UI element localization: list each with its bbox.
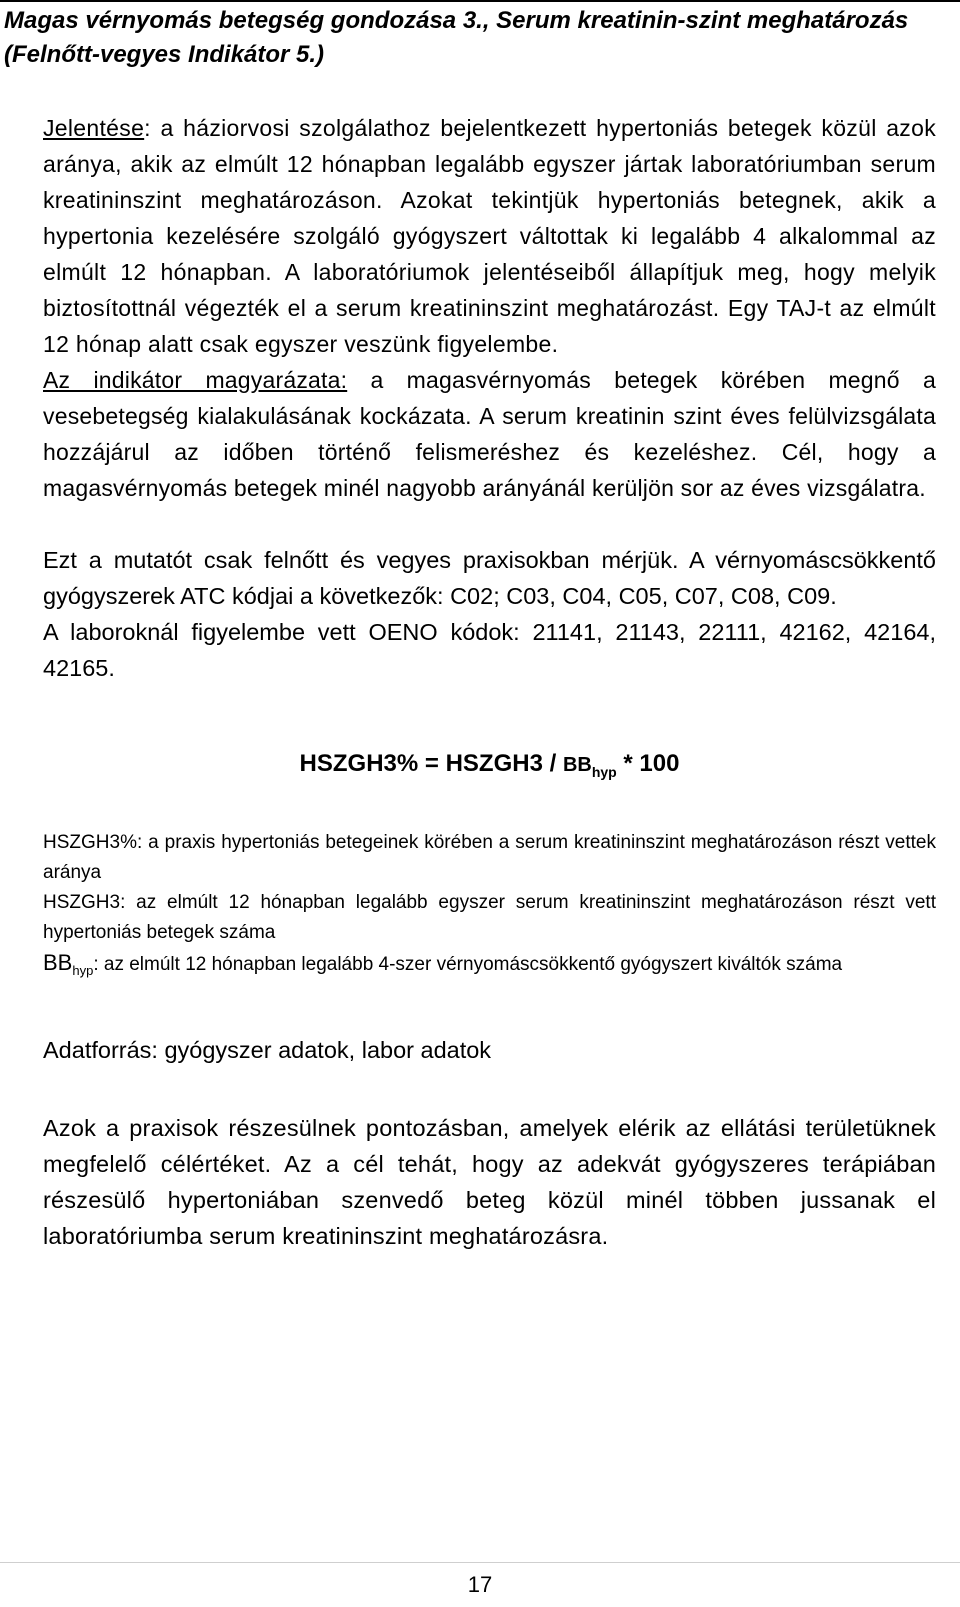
section-title: Magas vérnyomás betegség gondozása 3., Serum kreatinin-szint meghatározás (Felnőtt-vegyes Indikátor 5.)	[4, 7, 909, 68]
spacer	[43, 506, 936, 542]
explanation-text: a magasvérnyomás betegek körében megnő a vesebetegség kialakulásának kockázata. A serum kreatinin szint éves felülvizsgálata hozzájárul az időben történő felismeréshez és kezeléshez. Cél, hogy a magasvérnyomás betegek minél nagyobb arányánál kerüljön sor az éves vizsgálatra.	[43, 367, 937, 501]
meaning-label: Jelentése	[43, 115, 145, 141]
meaning-text: : a háziorvosi szolgálathoz bejelentkezett hypertoniás betegek közül azok aránya, akik az elmúlt 12 hónapban legalább egyszer jártak laboratóriumban serum kreatininszint meghatározáson. Azokat tekintjük hypertoniás betegnek, akik a hypertonia kezelésére szolgáló gyógyszert váltottak ki legalább 4 alkalommal az elmúlt 12 hónapban. A laboratóriumok jelentéseiből állapítjuk meg, hogy melyik biztosítottnál végezték el a serum kreatininszint meghatározást. Egy TAJ-t az elmúlt 12 hónap alatt csak egyszer veszünk figyelembe.	[43, 115, 936, 357]
definition-bb: BB	[43, 949, 73, 975]
scope-paragraph: Ezt a mutatót csak felnőtt és vegyes praxisokban mérjük. A vérnyomáscsökkentő gyógyszerek ATC kódjai a következők: C02; C03, C04, C05, C07, C08, C09.	[43, 547, 936, 609]
definition-hszgh3: HSZGH3: az elmúlt 12 hónapban legalább egyszer serum kreatininszint meghatározáson részt vett hypertoniás betegek száma	[43, 891, 936, 943]
formula-bb: BB	[562, 754, 592, 776]
definition-hszgh3-percent: HSZGH3%: a praxis hypertoniás betegeinek körében a serum kreatininszint meghatározáson részt vettek aránya	[43, 831, 936, 883]
formula-right: * 100	[616, 750, 680, 777]
definition-bb-sub: hyp	[72, 962, 94, 978]
data-source: Adatforrás: gyógyszer adatok, labor adatok	[43, 1036, 492, 1063]
document-body	[43, 110, 936, 1254]
footer-rule	[0, 1562, 960, 1563]
oeno-paragraph: A laboroknál figyelembe vett OENO kódok: 21141, 21143, 22111, 42162, 42164, 42165.	[43, 619, 936, 681]
explanation-label: Az indikátor magyarázata:	[43, 367, 348, 393]
page-number: 17	[467, 1572, 493, 1597]
explanation-paragraph	[43, 362, 936, 506]
definition-bb-text: : az elmúlt 12 hónapban legalább 4-szer vérnyomáscsökkentő gyógyszert kiváltók száma	[93, 953, 843, 975]
top-rule	[0, 0, 960, 2]
formula-sub: hyp	[591, 763, 617, 780]
formula-left: HSZGH3% = HSZGH3 /	[299, 750, 563, 777]
formula	[43, 746, 936, 790]
meaning-paragraph	[43, 110, 936, 362]
definition-bb-hyp	[43, 948, 936, 986]
closing-paragraph: Azok a praxisok részesülnek pontozásban, amelyek elérik az ellátási területüknek megfelelő célértéket. Az a cél tehát, hogy az adekvát gyógyszeres terápiában részesülő hypertoniában szenvedő beteg közül minél többen jussanak el laboratóriumba serum kreatininszint meghatározásra.	[43, 1114, 936, 1249]
